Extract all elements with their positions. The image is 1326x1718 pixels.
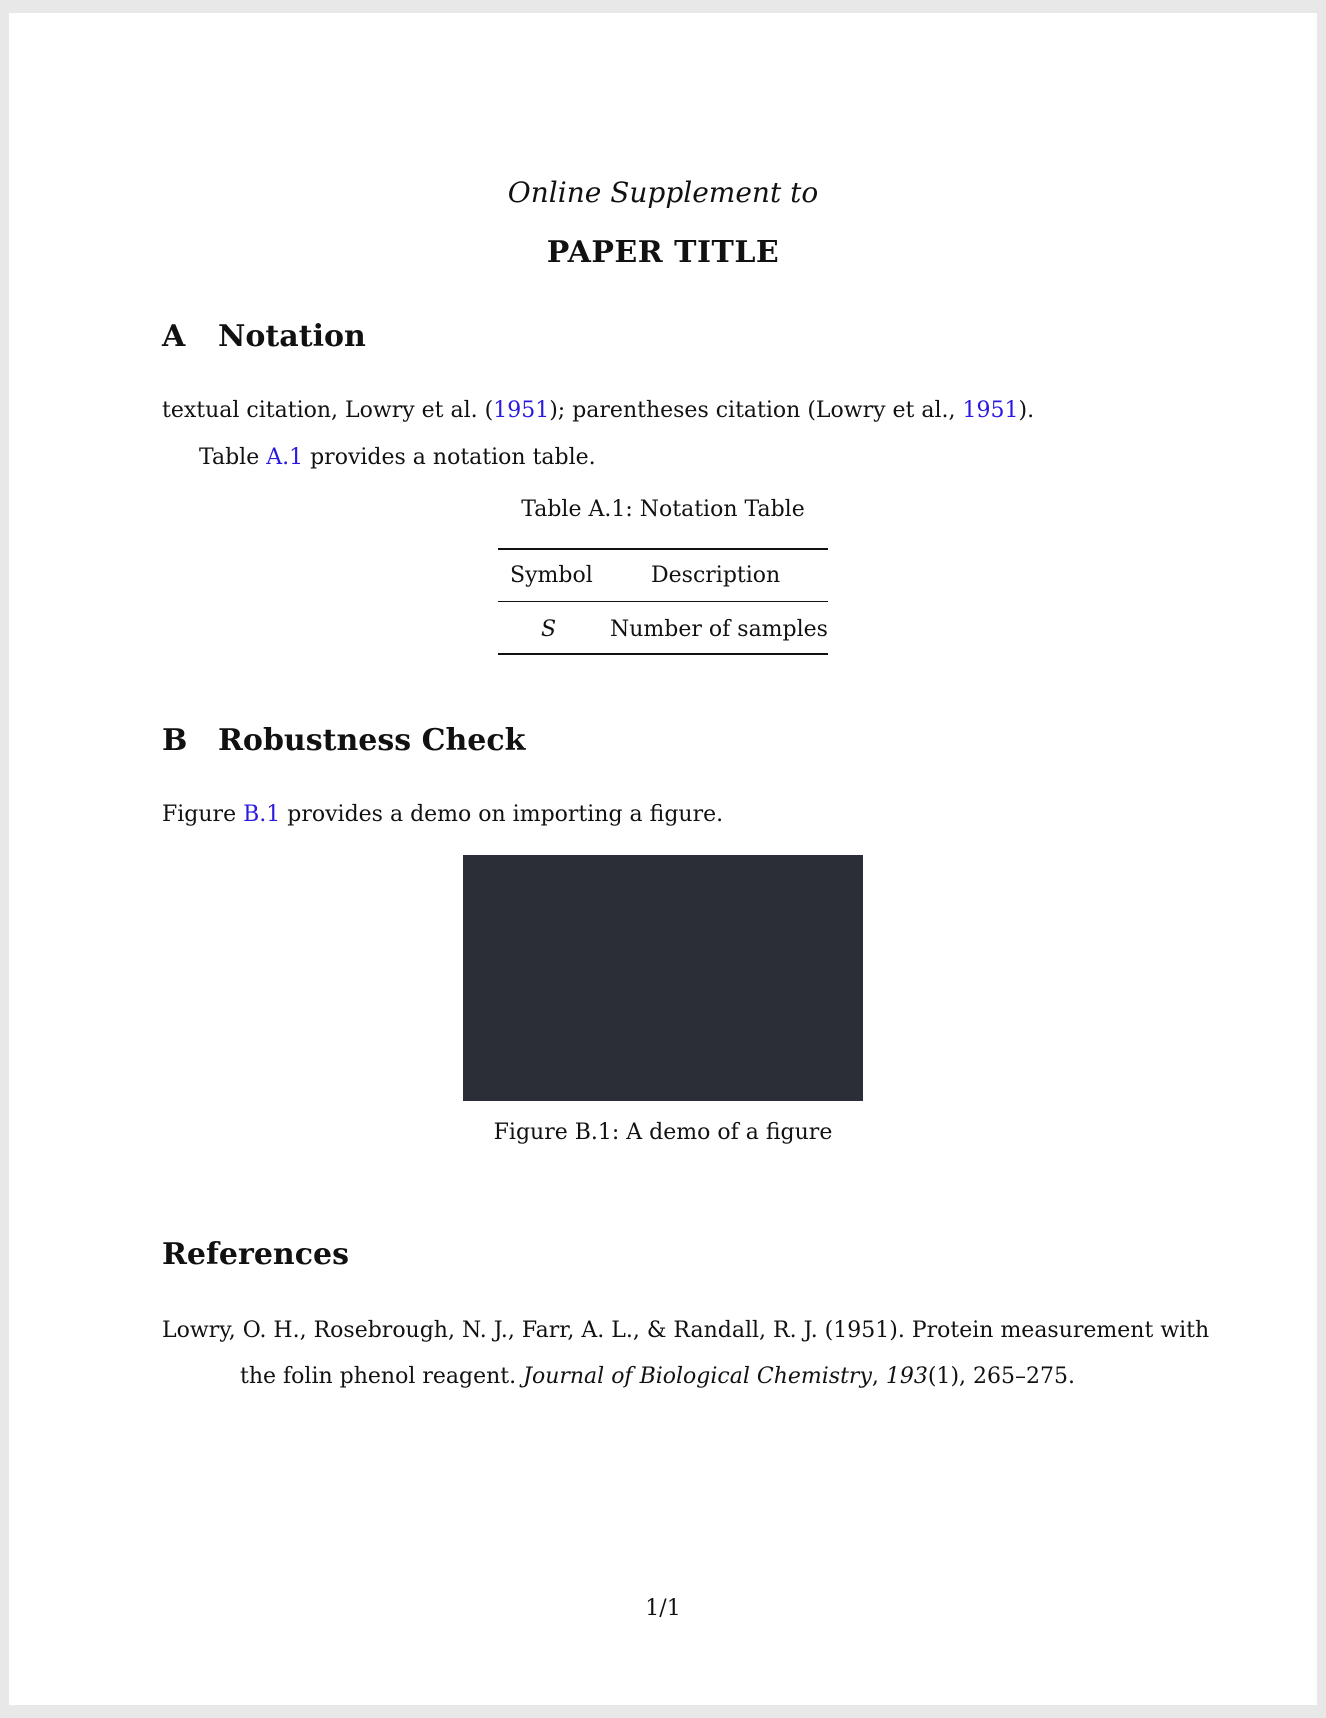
table-ref-text-2: provides a notation table. xyxy=(303,445,596,470)
page-number: 1/1 xyxy=(645,1596,681,1621)
citation-text-3: ). xyxy=(1018,398,1035,423)
figure-reference-paragraph xyxy=(162,802,723,827)
table-caption: Table A.1: Notation Table xyxy=(521,497,805,522)
table-bottom-rule xyxy=(498,653,828,655)
table-reference-paragraph xyxy=(199,445,596,470)
table-cell-description: Number of samples xyxy=(610,617,828,642)
table-header-symbol: Symbol xyxy=(510,563,593,588)
citation-year-link-2[interactable]: 1951 xyxy=(962,398,1019,423)
reference-pages: (1), 265–275. xyxy=(927,1364,1076,1389)
citation-year-link-1[interactable]: 1951 xyxy=(493,398,550,423)
demo-figure-image xyxy=(463,855,863,1101)
table-ref-text-1: Table xyxy=(199,445,267,470)
section-a-number: A xyxy=(162,319,186,354)
supplement-heading: Online Supplement to xyxy=(507,176,819,209)
citation-text-1: textual citation, Lowry et al. ( xyxy=(162,398,494,423)
reference-line-2-text: the folin phenol reagent. xyxy=(240,1364,524,1389)
figure-ref-text-2: provides a demo on importing a figure. xyxy=(280,802,724,827)
references-heading: References xyxy=(162,1237,349,1272)
table-mid-rule xyxy=(498,601,828,602)
paper-page xyxy=(9,13,1317,1705)
section-b-number: B xyxy=(162,723,188,758)
table-ref-link[interactable]: A.1 xyxy=(266,445,304,470)
section-b-title: Robustness Check xyxy=(218,723,526,758)
reference-separator: , xyxy=(871,1364,886,1389)
table-top-rule xyxy=(498,548,828,550)
reference-volume: 193 xyxy=(885,1364,928,1389)
reference-line-2 xyxy=(240,1364,1075,1389)
section-a-heading xyxy=(162,319,366,354)
reference-journal: Journal of Biological Chemistry xyxy=(523,1364,872,1389)
section-a-title: Notation xyxy=(218,319,366,354)
citation-paragraph xyxy=(162,398,1034,423)
figure-caption: Figure B.1: A demo of a figure xyxy=(493,1120,833,1145)
table-cell-symbol: S xyxy=(541,617,557,642)
table-header-description: Description xyxy=(651,563,781,588)
citation-text-2: ); parentheses citation (Lowry et al., xyxy=(549,398,963,423)
figure-ref-text-1: Figure xyxy=(162,802,244,827)
figure-ref-link[interactable]: B.1 xyxy=(243,802,281,827)
reference-line-1: Lowry, O. H., Rosebrough, N. J., Farr, A. L., & Randall, R. J. (1951). Protein measurement with xyxy=(162,1318,1210,1343)
paper-title: PAPER TITLE xyxy=(546,235,780,270)
section-b-heading xyxy=(162,723,525,758)
